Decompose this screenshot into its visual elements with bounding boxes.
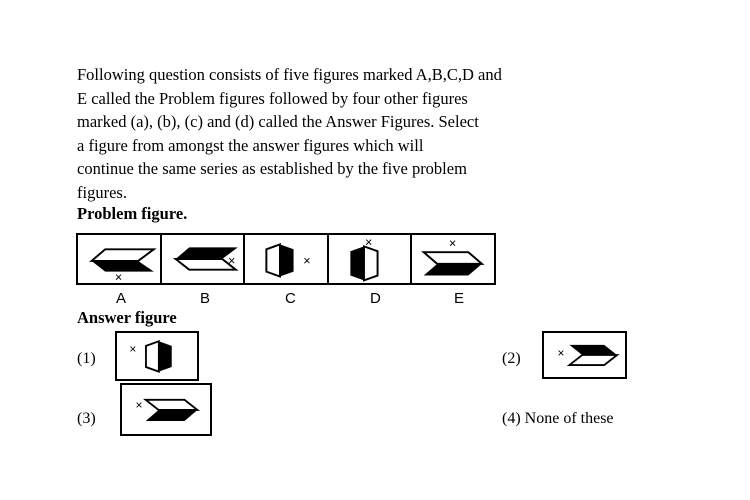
problem-figure-a bbox=[78, 235, 162, 283]
cross-mark: × bbox=[364, 235, 373, 250]
folded-book-icon bbox=[329, 235, 411, 283]
option-2-label: (2) bbox=[502, 350, 521, 367]
parallelogram-arrow-left-icon bbox=[162, 235, 244, 283]
option-3-label: (3) bbox=[77, 410, 96, 427]
cross-mark: × bbox=[227, 253, 236, 268]
problem-figure-b bbox=[162, 235, 246, 283]
figure-label-a: A bbox=[116, 290, 127, 307]
parallelogram-arrow-right-icon bbox=[412, 235, 494, 283]
cross-mark: × bbox=[135, 398, 143, 413]
cross-mark: × bbox=[114, 270, 123, 283]
option-4-none-of-these[interactable]: (4) None of these bbox=[502, 410, 614, 427]
problem-figure-c bbox=[245, 235, 329, 283]
problem-figure-strip bbox=[76, 233, 496, 285]
figure-label-b: B bbox=[200, 290, 211, 307]
parallelogram-arrow-right-icon bbox=[544, 333, 625, 377]
question-line: E called the Problem figures followed by four other figures bbox=[77, 88, 468, 108]
question-line: a figure from amongst the answer figures which will bbox=[77, 135, 424, 155]
figure-label-d: D bbox=[370, 290, 381, 307]
question-text bbox=[77, 63, 637, 204]
parallelogram-arrow-left-icon bbox=[78, 235, 160, 283]
question-line: continue the same series as established by the five problem bbox=[77, 159, 467, 178]
option-1-label: (1) bbox=[77, 350, 96, 367]
question-line: Following question consists of five figures marked A,B,C,D and bbox=[77, 65, 502, 84]
folded-book-icon bbox=[117, 333, 197, 379]
problem-figure-e bbox=[412, 235, 494, 283]
figure-label-e: E bbox=[454, 290, 465, 307]
parallelogram-arrow-right-icon bbox=[122, 385, 210, 434]
cross-mark: × bbox=[129, 342, 137, 357]
cross-mark: × bbox=[303, 253, 311, 268]
option-3-figure[interactable] bbox=[120, 383, 212, 436]
problem-figure-labels bbox=[76, 290, 496, 310]
answer-figure-heading: Answer figure bbox=[77, 308, 177, 327]
question-line: marked (a), (b), (c) and (d) called the Answer Figures. Select bbox=[77, 112, 479, 131]
cross-mark: × bbox=[449, 236, 457, 251]
option-1-figure[interactable] bbox=[115, 331, 199, 381]
problem-figure-heading: Problem figure. bbox=[77, 204, 188, 223]
problem-figure-d bbox=[329, 235, 413, 283]
folded-book-icon bbox=[245, 235, 327, 283]
cross-mark: × bbox=[557, 345, 565, 360]
option-2-figure[interactable] bbox=[542, 331, 627, 379]
question-line: figures. bbox=[77, 182, 127, 202]
figure-label-c: C bbox=[285, 290, 296, 307]
